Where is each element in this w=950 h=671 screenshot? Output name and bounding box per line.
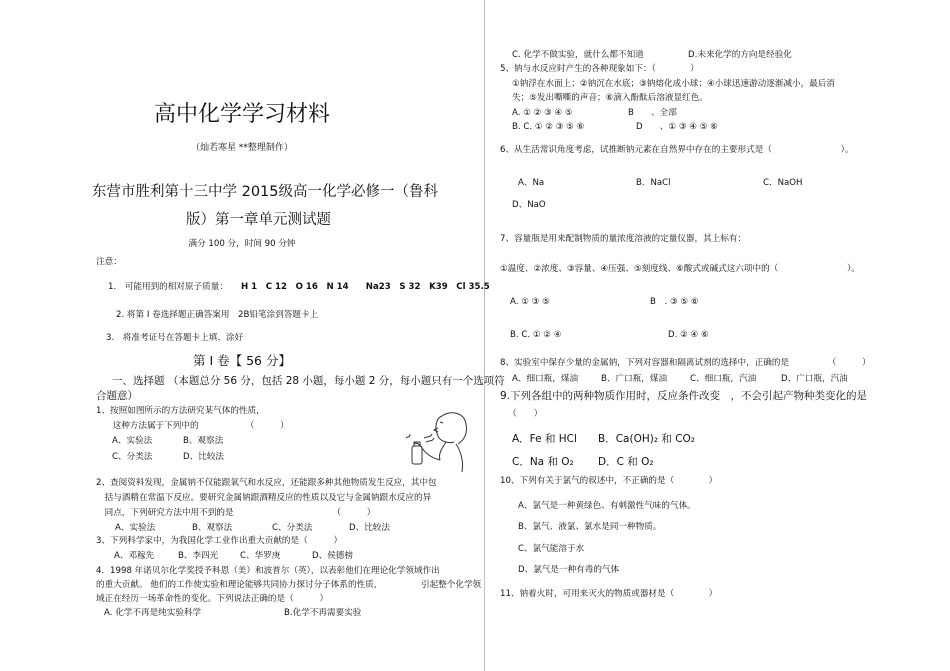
column-divider (484, 0, 485, 671)
q3-stem: 3、下列科学家中，为我国化学工业作出重大贡献的是（ ） (96, 536, 343, 546)
note-3: 3. 将准考证号在答题卡上填、涂好 (106, 333, 244, 343)
q8-option-a: A、细口瓶，煤油 (512, 374, 579, 384)
q2-option-c: C、分类法 (272, 523, 313, 533)
q3-option-b: B、李四光 (178, 551, 219, 561)
atomic-masses: H 1 C 12 O 16 N 14 Na23 S 32 K39 Cl 35.5 (241, 282, 490, 292)
exam-title-line1: 东营市胜利第十三中学 2015级高一化学必修一（鲁科 (92, 184, 439, 200)
q8-option-c: C、细口瓶，汽油 (690, 374, 757, 384)
q4-option-a: A. 化学不再是纯实验科学 (104, 608, 202, 618)
section-desc-2: 合题意） (96, 390, 138, 402)
q3-option-a: A、邓稼先 (114, 551, 155, 561)
q10-stem: 10、下列有关于氯气的叙述中，不正确的是（ ） (500, 476, 718, 486)
q6-option-a: A、Na (518, 178, 545, 188)
q1-stem-1: 1、按照如图所示的方法研究某气体的性质， (96, 406, 265, 416)
q1-option-b: B、观察法 (183, 436, 224, 446)
q1-option-c: C、分类法 (112, 452, 153, 462)
q4-stem-3: 域正在经历一场革命性的变化。下列说法正确的是（ ） (96, 594, 329, 604)
q1-option-d: D、比较法 (183, 452, 224, 462)
q4-stem-2: 的重大贡献。 他们的工作使实验和理论能够共同协力探讨分子体系的性质， 引起整个化学领 (96, 580, 482, 590)
q9-stem: 9.下列各组中的两种物质作用时，反应条件改变 ，不会引起产物种类变化的是 (500, 390, 868, 402)
q4-option-d: D.未来化学的方向是经验化 (688, 50, 792, 60)
q6-stem: 6、从生活常识角度考虑，试推断钠元素在自然界中存在的主要形式是（ ）。 (500, 145, 854, 155)
q4-option-c: C. 化学不做实验，就什么都不知道 (512, 50, 644, 60)
q10-option-c: C、氯气能溶于水 (518, 544, 585, 554)
q11-stem: 11、钠着火时，可用来灭火的物质或器材是（ ） (500, 589, 718, 599)
q9-option-b: B．Ca(OH)₂ 和 CO₂ (598, 433, 696, 445)
q8-option-b: B、广口瓶，煤油 (601, 374, 668, 384)
q5-option-a: A. ① ② ③ ④ ⑤ (512, 108, 573, 118)
note-2: 2. 将第 I 卷选择题正确答案用 2B铅笔涂到答题卡上 (116, 310, 319, 320)
q3-option-c: C、华罗庚 (240, 551, 281, 561)
q8-stem: 8、实验室中保存少量的金属钠，下列对容器和隔离试剂的选择中，正确的是 （ ） (500, 358, 871, 368)
exam-title-line2: 版）第一章单元测试题 (186, 212, 331, 228)
q7-stem-1: 7、容量瓶是用来配制物质的量浓度溶液的定量仪器，其上标有： (500, 234, 747, 244)
notes-label: 注意： (96, 257, 122, 267)
note-1: 1. 可能用到的相对原子质量： (108, 282, 228, 292)
q5-stem-2: ①钠浮在水面上；②钠沉在水底；③钠熔化成小球；④小球迅速游动逐渐减小，最后消 (512, 79, 836, 89)
q7-option-d: D. ② ④ ⑥ (668, 330, 709, 340)
material-subtitle: （灿若寒星 **整理制作） (191, 143, 293, 153)
q3-option-d: D、侯德榜 (312, 551, 353, 561)
q6-option-d: D、NaO (512, 200, 546, 210)
material-title: 高中化学学习材料 (153, 102, 330, 127)
q5-option-d: D 、① ③ ④ ⑤ ⑥ (636, 122, 718, 132)
q10-option-d: D、氯气是一种有毒的气体 (518, 565, 620, 575)
q1-option-a: A、实验法 (112, 436, 153, 446)
q2-stem-3: 同点，下列研究方法中用不到的是 （ ） (96, 508, 376, 518)
q8-option-d: D、广口瓶，汽油 (781, 374, 848, 384)
score-time: 满分 100 分，时间 90 分钟 (188, 239, 296, 249)
q5-stem-1: 5、钠与水反应时产生的各种现象如下：（ ） (500, 64, 699, 74)
q10-option-a: A、氯气是一种黄绿色、有刺激性气味的气体。 (518, 501, 696, 511)
q4-stem-1: 4．1998 年诺贝尔化学奖授予科恩（美）和波普尔（英），以表彰他们在理论化学领域作出 (96, 566, 440, 576)
q6-option-b: B．NaCl (636, 178, 671, 188)
q2-stem-1: 2、查阅资料发现，金属钠不仅能跟氧气和水反应，还能跟多种其他物质发生反应，其中包 (96, 478, 437, 488)
q1-stem-2: 这种方法属于下列中的 （ ） (104, 421, 289, 431)
q9-option-d: D．C 和 O₂ (598, 456, 654, 468)
q2-stem-2: 括与酒精在常温下反应。要研究金属钠跟酒精反应的性质以及它与金属钠跟水反应的异 (96, 493, 432, 503)
section-title: 第 I 卷【 56 分】 (193, 353, 291, 368)
q7-option-a: A. ① ③ ⑤ (510, 297, 550, 307)
q2-option-d: D、比较法 (349, 523, 390, 533)
q7-option-c: B. C. ① ② ④ (510, 330, 562, 340)
q7-option-b: B . ③ ⑤ ⑥ (650, 297, 699, 307)
q9-option-a: A．Fe 和 HCl (512, 433, 577, 445)
gas-smelling-illustration-icon (398, 408, 474, 474)
q5-stem-3: 失；⑤发出嘶嘶的声音；⑥滴入酚酞后溶液显红色。 (512, 93, 708, 103)
q10-option-b: B、氯气、液氯、氯水是同一种物质。 (518, 522, 662, 532)
q5-option-c: B. C. ① ② ③ ⑤ ⑥ (512, 122, 585, 132)
section-desc-1: 一、选择题 （本题总分 56 分，包括 28 小题，每小题 2 分，每小题只有一个选项符 (112, 375, 505, 387)
q4-option-b: B.化学不再需要实验 (284, 608, 362, 618)
q9-option-c: C．Na 和 O₂ (512, 456, 574, 468)
q2-option-b: B、观察法 (192, 523, 233, 533)
q9-paren: （ ） (508, 409, 543, 419)
q7-stem-2: ①温度、②浓度、③容量、④压强、⑤刻度线、⑥酸式或碱式这六项中的（ ）。 (500, 264, 860, 274)
q5-option-b: B 、全部 (628, 108, 677, 118)
q6-option-c: C．NaOH (763, 178, 803, 188)
q2-option-a: A、实验法 (115, 523, 156, 533)
